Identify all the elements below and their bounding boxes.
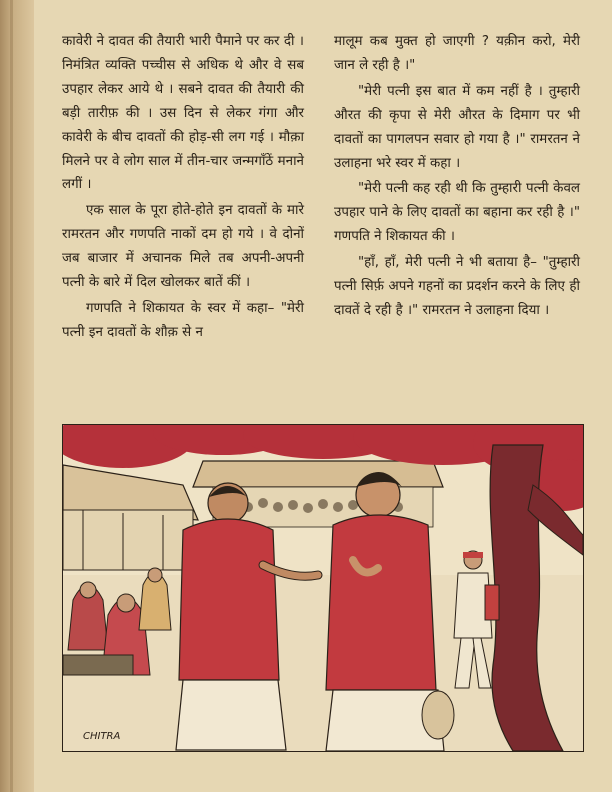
right-text-column <box>334 30 580 325</box>
paragraph: गणपति ने शिकायत के स्वर में कहा– "मेरी पत्नी इन दावतों के शौक़ से न <box>62 300 304 340</box>
paragraph: "मेरी पत्नी कह रही थी कि तुम्हारी पत्नी केवल उपहार पाने के लिए दावतों का बहाना कर रही है ।" गणपति ने शिकायत की । <box>334 181 580 245</box>
paragraph: "हाँ, हाँ, मेरी पत्नी ने भी बताया है– "तुम्हारी पत्नी सिर्फ़ अपने गहनों का प्रदर्शन करने के लिए ही दावतें दे रही है ।" रामरतन ने उलाहना दिया । <box>334 255 580 318</box>
paragraph: कावेरी ने दावत की तैयारी भारी पैमाने पर कर दी । निमंत्रित व्यक्ति पच्चीस से अधिक थे और वे सब उपहार लेकर आये थे । सबने दावत की तैयारी की बड़ी तारीफ़ की । उस दिन से लेकर गंगा और कावेरी के बीच दावतों की होड़-सी लग गई । मौक़ा मिलने पर वे लोग साल में तीन-चार जन्मगाँठें मनाने लगीं । <box>62 34 304 193</box>
left-text-column <box>62 30 304 347</box>
paragraph: मालूम कब मुक्त हो जाएगी ? यक़ीन करो, मेरी जान ले रही है ।" <box>334 34 580 73</box>
illustration-drawing <box>63 425 583 751</box>
paragraph: "मेरी पत्नी इस बात में कम नहीं है । तुम्हारी औरत की कृपा से मेरी औरत के दिमाग पर भी दावतों का पागलपन सवार हो गया है ।" रामरतन ने उलाहना भरे स्वर में कहा । <box>334 83 580 171</box>
paragraph: एक साल के पूरा होते-होते इन दावतों के मारे रामरतन और गणपति नाकों दम हो गये । वे दोनों जब बाजार में अचानक मिले तब अपनी-अपनी पत्नी के बारे में दिल खोलकर बातें कीं । <box>62 203 304 291</box>
artist-signature: CHITRA <box>83 731 121 742</box>
market-scene-illustration <box>62 424 584 752</box>
page-binding-edge <box>0 0 34 792</box>
